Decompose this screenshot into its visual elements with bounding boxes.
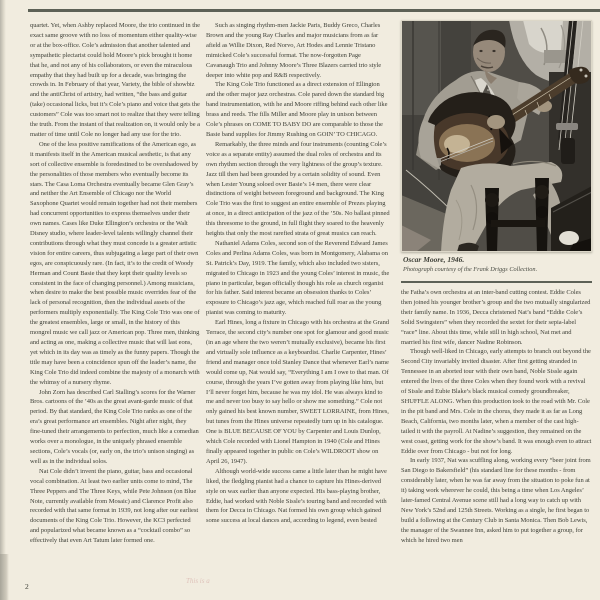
paragraph: Such as singing rhythm-men Jackie Paris, Buddy Greco, Charles Brown and the young Ray Charles and major musicians from as far afield as Willie Dixon, Red Norvo, Art Hodes and Lennie Tristano mimicked Cole’s successful format. The now-forgotten Page Cavanaugh Trio and Johnny Moore’s Three Blazers carried trio style deeper into white pop and R&B respectively. [206,22,382,79]
caption-divider-rule [401,281,592,283]
text-column-left [30,21,200,579]
paragraph: John Zorn has described Carl Stalling’s scores for the Warner Bros. cartoons of the ’40s as the great avant-garde music of that period. By that standard, the King Cole Trio ranks as one of the era’s great performance art ensembles. Night after night, they fine-tuned their arrangements to perfection, much like a comedian works over a monologue, in the uniquely phrased ensemble sections, Cole’s vocals (or, early on, the trio’s unison singing) as well as in the individual solos. [30,388,199,465]
paragraph: One of the less positive ramifications of the American ego, as it manifests itself in the American musical aesthetic, is that any sort of collective ensemble is foredestined to be overshadowed by the personalities of those members who eventually become its stars. The Casa Loma Orchestra eventually became Glen Gray’s and neither the Art Ensemble of Chicago nor the World Saxophone Quartet would remain together had not their members had concurrent opportunities to express themselves under their own names. Cases like Duke Ellington’s orchestra or the Walt Disney studio, where leader-level talents willingly channel their contributions through what they must concede is a greater artistic vision for entire careers, thus subjugating a large part of their own egos, are conspicuously rare. (In fact, it’s to the credit of Woody Herman and Count Basie that they kept their quality levels so consistent in the face of changing personnel.) Among musicians, when desire to make the best possible music overrides fear of the lack of personal recognition, then the individual assets of the performers multiply exponentially. The King Cole Trio was one of the greatest ensembles, large or small, in the history of this mongrel music we call jazz or American pop. Three men, thinking and acting as one, making a collective music that will last eons, yet which in its day was as timely as the funny papers. Though the title may have been a coincidence spun off the leader’s name, the King Cole Trio did indeed combine the majesty of a monarch with the whimsy of a nursery rhyme. [30,140,200,386]
paragraph: Nat Cole didn’t invent the piano, guitar, bass and occasional vocal combination. At least two earlier units come to mind, The Three Peppers and The Three Keys, while Pete Johnson (on Blue Note, currently available from Mosaic) and Clarence Profit also recorded with that same format in 1939, not long after our earliest documents of the King Cole Trio. However, the KC3 perfected and popularized what became known as a “cocktail combo” so effectively that even Art Tatum later formed one. [30,467,199,545]
paragraph: Though well-liked in Chicago, early attempts to branch out beyond the Second City invariably invited disaster. After first getting stranded in Tennessee in an aborted tour with their own band, Noble Sissle again entered the lives of the three Coles when they found work with a revival of Sissle and Eubie Blake’s black musical comedy groundbreaker, SHUFFLE ALONG. When this production took to the road with Mr. Cole in the pit band and Mrs. Cole in the chorus, they made it as far as Long Beach, California, two months later, when a member of the cast high-tailed it with the payroll. At Nadine’s suggestion, they remained on the west coast, getting work for the show’s band. It was enough even to attract Eddie over from Chicago - but not for long. [401,348,592,455]
paragraph: Remarkably, the three minds and four instruments (counting Cole’s voice as a separate entity) assumed the dual roles of orchestra and its own rhythm section through the very lightness of the group’s texture. Jazz till then had been grounded by a certain solidity of sound. Even when Lester Young soloed over Basie’s 14 men, there were clear distinctions of weight between foreground and background. The King Cole Trio was the first to suggest an entire ensemble of Prezes playing at once, in a direct anticipation of the jazz of the ’50s. No ballast pinned this threesome to the ground, in full flight they soared to the heavenly heights that only the most rarefied strata of great musics can reach. [206,140,390,238]
page-edge-shadow-bottom [0,554,9,600]
photo-caption-credit: Photograph courtesy of the Frank Driggs Collection. [403,266,538,273]
paragraph: Earl Hines, long a fixture in Chicago with his orchestra at the Grand Terrace, the second city’s number one spot for glamour and good music (in an age where the two weren’t mutually exclusive), became his first and virtually sole influence as a keyboardist. Charlie Carpenter, Hines’ friend and manager once told Stanley Dance that whenever Earl’s name would come up, Nat would say, “Everything I am I owe to that man. Of course, through the years I’ve gotten away from playing like him, but I’ll never forget him, because he was my idol. He was always kind to me and never too busy to say hello or show me something.” Cole not only gained his best known number, SWEET LORRAINE, from Hines, but tunes from the Hines universe repeatedly turn up in his catalogue. One is BLUE BECAUSE OF YOU by Carpenter and Louis Dunlop, which Cole recorded with Lionel Hampton in 1940 (Cole and Hines finally appeared together in public on Cole’s WILDROOT show on April 26, 1947). [206,319,389,465]
paragraph: In early 1937, Nat was scuffling along, working every “beer joint from San Diego to Bakersfield” (his standard line for these months - from considerably later, when he was far away from the situation to poke fun at it) taking work wherever he could, this being a time when Los Angeles’ later-famed Central Avenue scene still had a long way to catch up with New York’s 52nd and 125th Streets. Working as a single, he first began to build a following at the Century Club in Santa Monica. Then Bob Lewis, the manager of the Swannee Inn, asked him to put together a group, for which he hired two men [401,457,591,544]
paragraph: quartet. Yet, when Ashby replaced Moore, the trio continued in the exact same groove with no loss of momentum either quality-wise or at the box-office. Cole’s admission that another talented and sympathetic plectarist could hold Moore’s pick brought it home that he, and not any of his collaborators, or even the miraculous empathy that they had built up for a decade, was bringing the crowds in. In February of that year, Variety, the bible of showbiz and the antiChrist of artistry, had written, “the bass and guitar (take) occasional licks, but it’s Cole’s piano and voice that gets the customers” Cole was too smart not to realize that they were telling the truth. From the instant of that realization on, it would only be a matter of time until Cole no longer had any use for the trio. [30,22,200,138]
paragraph: The King Cole Trio functioned as a direct extension of Ellington and the other major jazz orchestras. Cole pared down the standard big band instrumentation, with he and Moore riffing behind each other like brass and reeds. The fills Miller and Moore play in unison between Cole’s phrases on COME TO BABY DO are comparable to those the Basie band supplies for Jimmy Rushing on GOIN’ TO CHICAGO. [206,81,388,138]
bleed-through-text: This is a [186,577,210,585]
paragraph: Although world-wide success came a little later than he might have liked, the fledgling pianist had a chance to capture his Hines-derived style on wax earlier than anyone expected. His bass-playing brother, Eddie, had worked with Noble Sissle’s touring band and recorded with them for Decca in Chicago. Nat formed his own group which gained some success at local dances and, according to legend, even bested [206,467,387,525]
photo-oscar-moore [401,20,592,252]
text-column-right [401,288,592,596]
paragraph: Nathaniel Adams Coles, second son of the Reverend Edward James Coles and Perlina Adams Coles, was born in Montgomery, Alabama on St. Patrick’s Day, 1919. The family, which also included two sisters, migrated to Chicago in 1923 and the young Coles’ interest in music, the piano in particular, began officially though his role as church organist for his father. Said interest became an obsession thanks to Coles’ exposure to Chicago’s jazz age, which reached full roar as the young pianist was coming to maturity. [206,239,390,317]
top-rule [28,9,600,12]
page-edge-shadow [0,0,6,600]
text-column-middle [206,21,390,591]
paragraph: the Fatha’s own orchestra at an inter-band cutting contest. Eddie Coles then joined his younger brother’s group and the two mutually singularized their family name. In 1936, Decca christened Nat’s band “Eddie Cole’s Solid Swingsters” when they recorded the sextet for their sepia-label “race” line. About this time, while still in high school, Nat met and married his first wife, dancer Nadine Robinson. [401,289,591,346]
photo-illustration [401,20,592,252]
page-number: 2 [25,582,29,591]
photo-caption-title: Oscar Moore, 1946. [403,255,465,264]
